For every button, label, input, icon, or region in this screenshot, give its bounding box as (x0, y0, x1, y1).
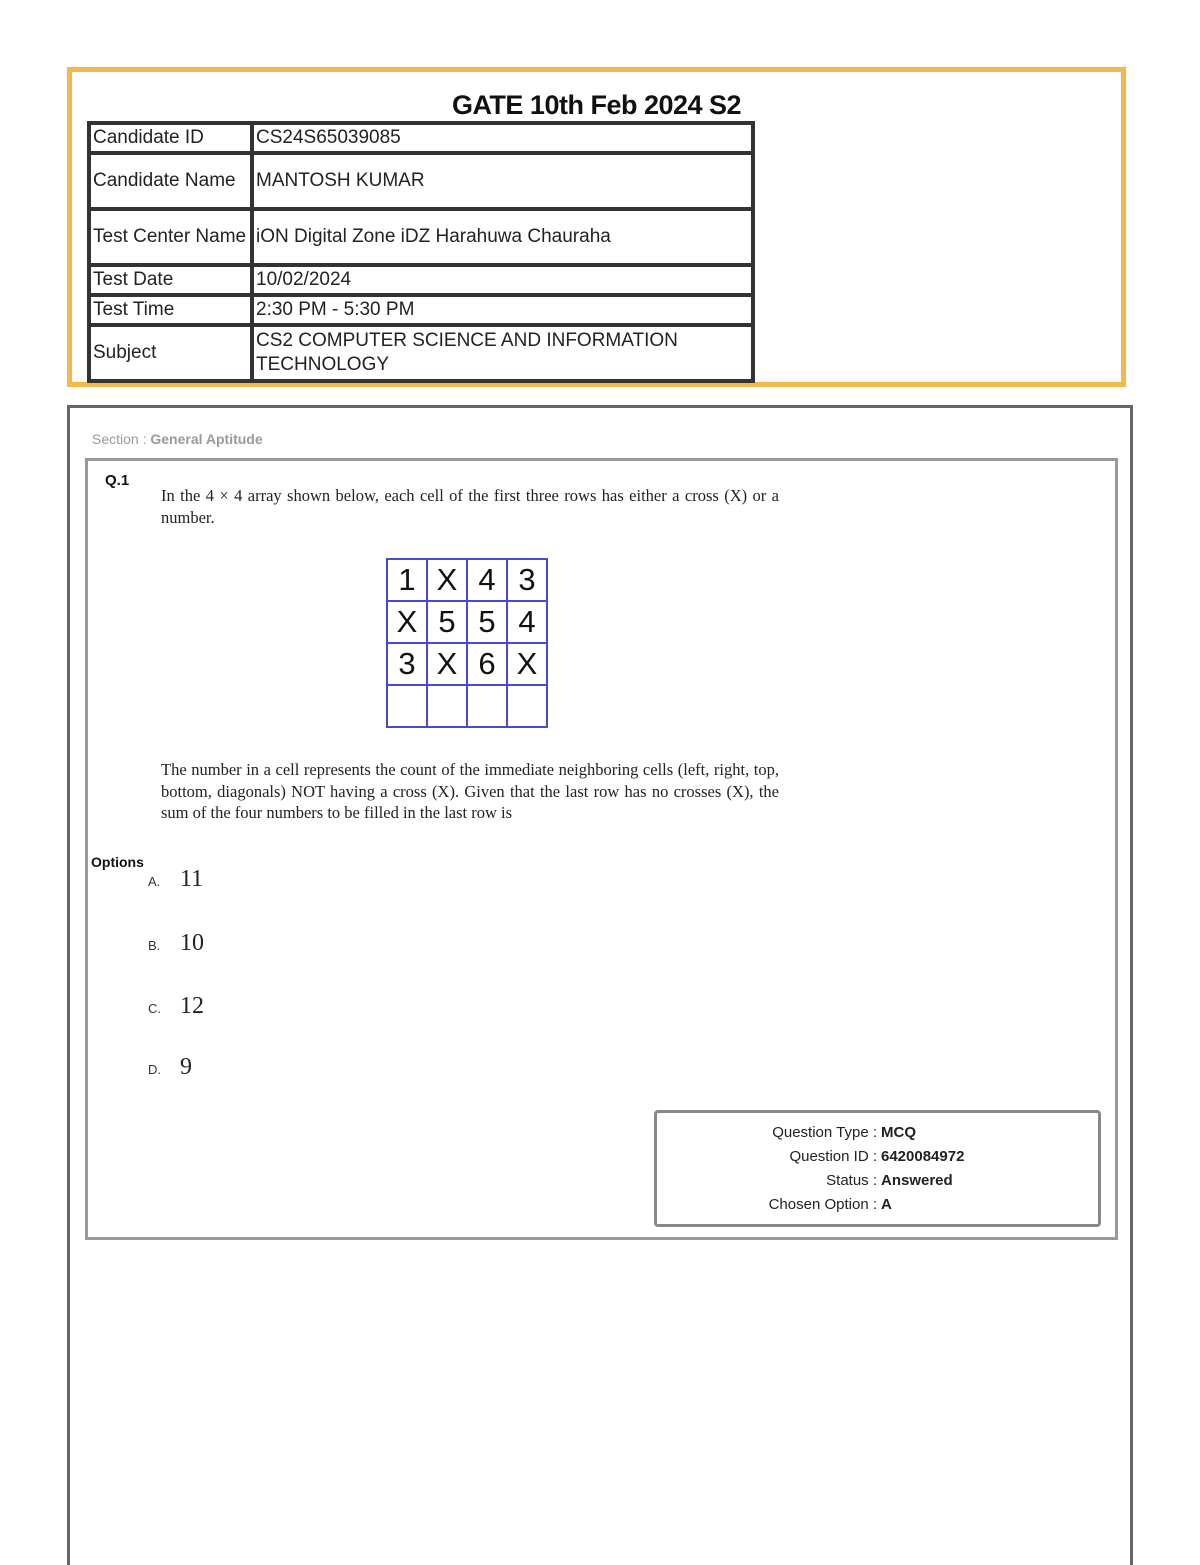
info-label: Test Date (89, 265, 252, 295)
info-label: Test Center Name (89, 209, 252, 265)
option-text: 10 (180, 930, 204, 956)
grid-row (387, 559, 547, 601)
option-letter: C. (148, 1001, 161, 1016)
grid-cell: 5 (427, 601, 467, 643)
info-row-test-center (89, 209, 753, 265)
grid-cell: 1 (387, 559, 427, 601)
meta-value: A (881, 1196, 892, 1213)
info-row-candidate-id (89, 123, 753, 153)
info-label: Candidate ID (89, 123, 252, 153)
question-body-text: The number in a cell represents the count of the immediate neighboring cells (left, right, top, bottom, diagonals) NOT having a cross (X). Given that the last row has no crosses (X), the sum of the four numbers to be filled in the last row is (161, 760, 779, 822)
grid-cell (387, 685, 427, 727)
option-text: 9 (180, 1054, 192, 1080)
question-grid (386, 558, 548, 728)
grid-cell: X (427, 559, 467, 601)
meta-value: Answered (881, 1172, 953, 1189)
meta-chosen-option (657, 1196, 892, 1213)
section-heading (92, 431, 263, 447)
meta-question-type (657, 1124, 916, 1141)
meta-label: Question Type : (772, 1124, 877, 1141)
option-d[interactable] (148, 1054, 192, 1081)
option-text: 12 (180, 993, 204, 1019)
section-panel (67, 405, 1133, 1565)
option-b[interactable] (148, 930, 204, 957)
info-label: Test Time (89, 295, 252, 325)
info-value: CS2 COMPUTER SCIENCE AND INFORMATION TECHNOLOGY (252, 325, 753, 381)
meta-value: 6420084972 (881, 1148, 965, 1165)
grid-row (387, 643, 547, 685)
options-label: Options (91, 854, 144, 870)
info-row-subject (89, 325, 753, 381)
question-number: Q.1 (105, 472, 130, 489)
info-row-candidate-name (89, 153, 753, 209)
option-letter: D. (148, 1062, 161, 1077)
option-a[interactable] (148, 866, 203, 893)
question-intro-text: In the 4 × 4 array shown below, each cell of the first three rows has either a cross (X) or a number. (161, 486, 779, 527)
grid-cell: 4 (467, 559, 507, 601)
info-value: CS24S65039085 (252, 123, 753, 153)
candidate-info-panel (67, 67, 1126, 387)
grid-cell: 3 (387, 643, 427, 685)
option-letter: A. (148, 874, 161, 889)
meta-value: MCQ (881, 1124, 916, 1141)
option-c[interactable] (148, 993, 204, 1020)
grid-cell: X (427, 643, 467, 685)
grid-cell: X (387, 601, 427, 643)
section-prefix: Section : (92, 431, 147, 447)
grid-cell (507, 685, 547, 727)
option-letter: B. (148, 938, 161, 953)
grid-cell: 6 (467, 643, 507, 685)
info-value: 2:30 PM - 5:30 PM (252, 295, 753, 325)
grid-cell: 5 (467, 601, 507, 643)
grid-cell: 3 (507, 559, 547, 601)
info-value: MANTOSH KUMAR (252, 153, 753, 209)
info-label: Candidate Name (89, 153, 252, 209)
meta-label: Status : (826, 1172, 877, 1189)
option-text: 11 (180, 866, 204, 892)
info-label: Subject (89, 325, 252, 381)
grid-row (387, 601, 547, 643)
question-meta-panel (654, 1110, 1101, 1227)
meta-status (657, 1172, 953, 1189)
meta-label: Question ID : (789, 1148, 877, 1165)
grid-cell: 4 (507, 601, 547, 643)
candidate-info-table (87, 121, 755, 383)
exam-title: GATE 10th Feb 2024 S2 (451, 90, 742, 120)
info-value: iON Digital Zone iDZ Harahuwa Chauraha (252, 209, 753, 265)
grid-cell: X (507, 643, 547, 685)
section-name: General Aptitude (150, 431, 263, 447)
info-row-test-time (89, 295, 753, 325)
info-value: 10/02/2024 (252, 265, 753, 295)
meta-question-id (657, 1148, 965, 1165)
info-row-test-date (89, 265, 753, 295)
grid-cell (467, 685, 507, 727)
grid-cell (427, 685, 467, 727)
meta-label: Chosen Option : (768, 1196, 877, 1213)
question-card (85, 458, 1118, 1240)
grid-row (387, 685, 547, 727)
